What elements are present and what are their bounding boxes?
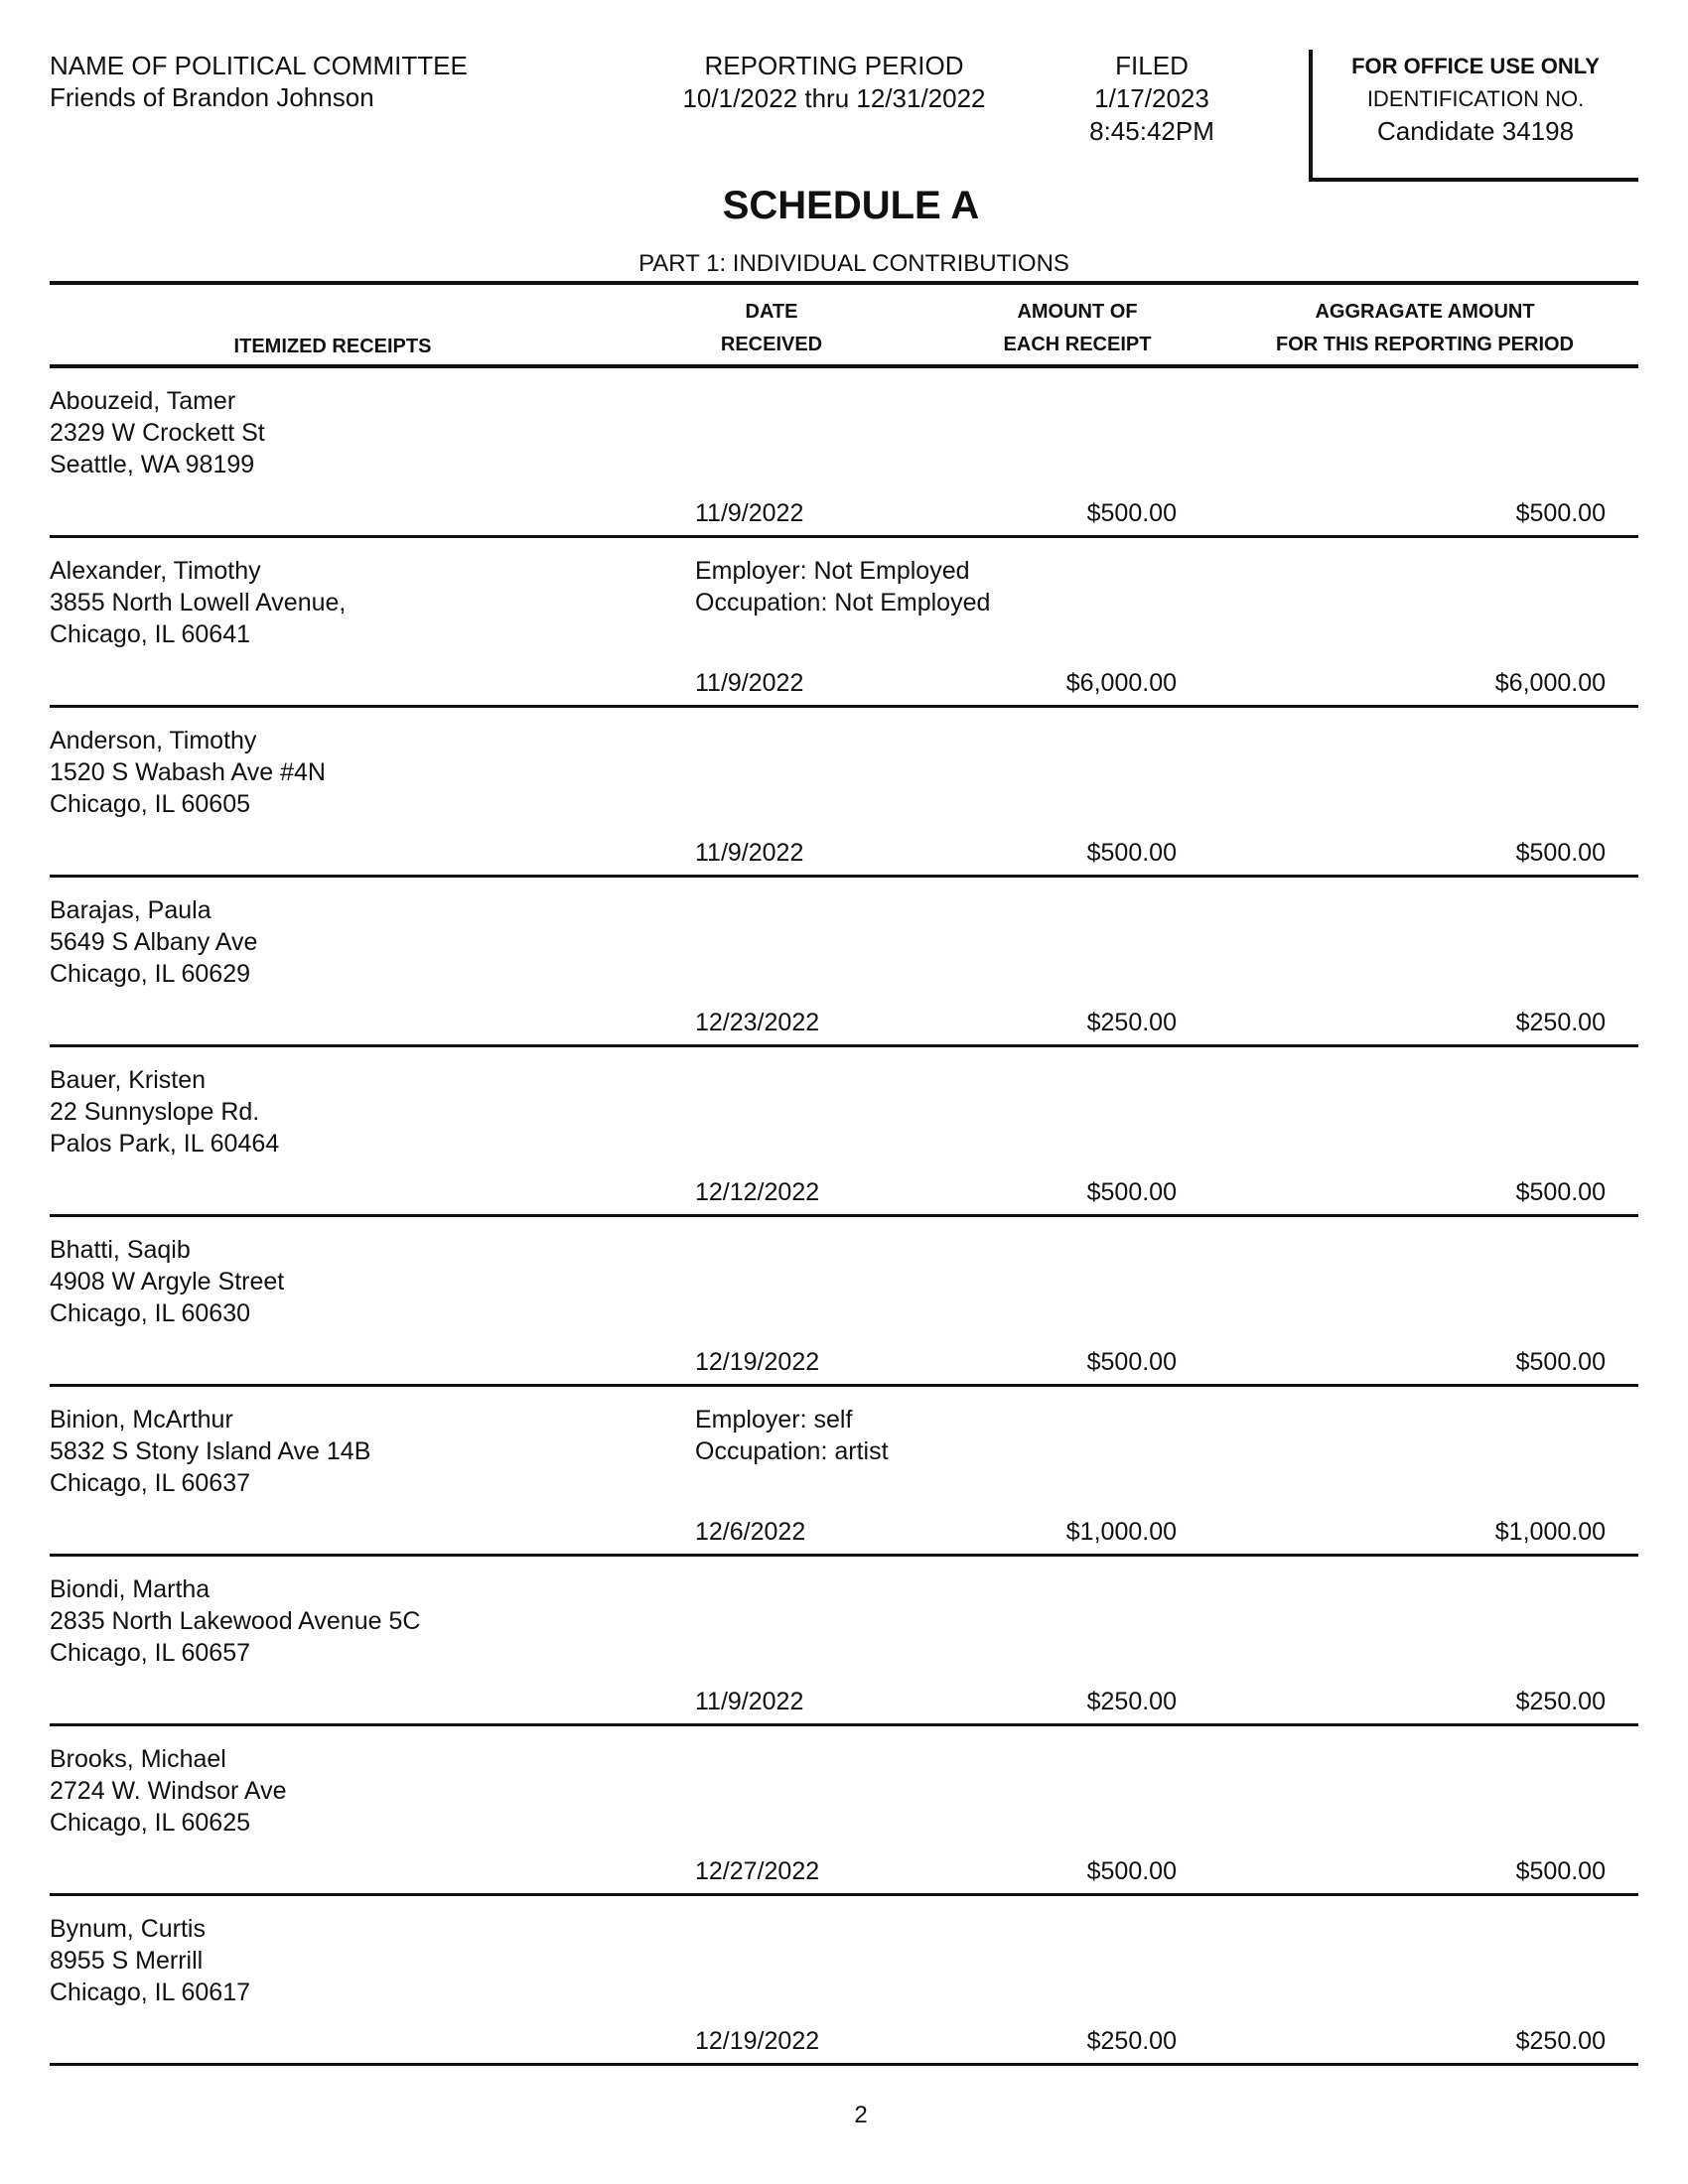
- date-received: 12/12/2022: [695, 1178, 820, 1206]
- table-row: [0, 878, 1688, 1047]
- contributor-city: Chicago, IL 60605: [50, 790, 251, 818]
- filed-time: 8:45:42PM: [1089, 116, 1214, 146]
- contributor-occupation: Occupation: Not Employed: [695, 589, 991, 616]
- contributor-address: 3855 North Lowell Avenue,: [50, 589, 347, 616]
- aggregate-amount: $500.00: [1515, 1178, 1606, 1206]
- contributor-employer: Employer: Not Employed: [695, 557, 970, 585]
- column-date-line2: RECEIVED: [720, 334, 823, 355]
- receipt-amount: $500.00: [1086, 499, 1177, 527]
- contributor-name: Abouzeid, Tamer: [50, 387, 236, 415]
- contributor-city: Chicago, IL 60625: [50, 1809, 251, 1837]
- contributor-city: Chicago, IL 60657: [50, 1639, 251, 1667]
- office-use-box: [1309, 50, 1638, 182]
- column-aggregate-line1: AGGRAGATE AMOUNT: [1315, 301, 1535, 323]
- date-received: 11/9/2022: [695, 839, 804, 867]
- aggregate-amount: $500.00: [1515, 1348, 1606, 1376]
- contributor-address: 2724 W. Windsor Ave: [50, 1777, 287, 1805]
- table-row: [0, 1896, 1688, 2066]
- receipt-amount: $500.00: [1086, 1857, 1177, 1885]
- contributor-address: 22 Sunnyslope Rd.: [50, 1098, 260, 1126]
- column-itemized-receipts: ITEMIZED RECEIPTS: [233, 336, 432, 357]
- receipt-amount: $250.00: [1086, 2027, 1177, 2055]
- contributor-address: 2329 W Crockett St: [50, 419, 265, 447]
- contributor-address: 5649 S Albany Ave: [50, 928, 258, 956]
- aggregate-amount: $250.00: [1515, 2027, 1606, 2055]
- committee-name: Friends of Brandon Johnson: [50, 82, 374, 112]
- identification-label: IDENTIFICATION NO.: [1366, 86, 1585, 111]
- office-use-label: FOR OFFICE USE ONLY: [1351, 54, 1600, 78]
- contributor-city: Chicago, IL 60641: [50, 620, 251, 648]
- column-aggregate-line2: FOR THIS REPORTING PERIOD: [1275, 334, 1575, 355]
- date-received: 12/27/2022: [695, 1857, 820, 1885]
- date-received: 11/9/2022: [695, 669, 804, 697]
- date-received: 11/9/2022: [695, 1688, 804, 1715]
- aggregate-amount: $500.00: [1515, 1857, 1606, 1885]
- receipt-amount: $500.00: [1086, 1348, 1177, 1376]
- aggregate-amount: $500.00: [1515, 499, 1606, 527]
- table-row: [0, 538, 1688, 708]
- contributor-employer: Employer: self: [695, 1406, 853, 1433]
- table-row: [0, 368, 1688, 538]
- receipt-amount: $250.00: [1086, 1688, 1177, 1715]
- period-label: REPORTING PERIOD: [704, 51, 964, 80]
- contributor-city: Chicago, IL 60630: [50, 1299, 251, 1327]
- receipt-amount: $500.00: [1086, 1178, 1177, 1206]
- contributor-name: Bhatti, Saqib: [50, 1236, 191, 1264]
- receipt-amount: $1,000.00: [1065, 1518, 1177, 1546]
- page-title: SCHEDULE A: [722, 184, 980, 227]
- period-value: 10/1/2022 thru 12/31/2022: [682, 83, 986, 113]
- column-amount-line2: EACH RECEIPT: [1003, 334, 1152, 355]
- contributor-city: Seattle, WA 98199: [50, 451, 255, 478]
- aggregate-amount: $500.00: [1515, 839, 1606, 867]
- receipt-amount: $250.00: [1086, 1009, 1177, 1036]
- contributor-occupation: Occupation: artist: [695, 1437, 889, 1465]
- committee-label: NAME OF POLITICAL COMMITTEE: [50, 51, 468, 80]
- contributor-name: Biondi, Martha: [50, 1575, 211, 1603]
- date-received: 12/23/2022: [695, 1009, 820, 1036]
- page-number: 2: [854, 2102, 868, 2128]
- aggregate-amount: $1,000.00: [1494, 1518, 1606, 1546]
- contributor-city: Palos Park, IL 60464: [50, 1130, 280, 1158]
- contributor-city: Chicago, IL 60617: [50, 1979, 251, 2006]
- contributor-name: Brooks, Michael: [50, 1745, 226, 1773]
- aggregate-amount: $250.00: [1515, 1688, 1606, 1715]
- contributor-address: 5832 S Stony Island Ave 14B: [50, 1437, 371, 1465]
- page-subtitle: PART 1: INDIVIDUAL CONTRIBUTIONS: [638, 250, 1069, 277]
- contributor-city: Chicago, IL 60629: [50, 960, 251, 988]
- table-row: [0, 1047, 1688, 1217]
- contributor-address: 2835 North Lakewood Avenue 5C: [50, 1607, 421, 1635]
- table-row: [0, 1726, 1688, 1896]
- contributor-name: Binion, McArthur: [50, 1406, 233, 1433]
- contributor-name: Alexander, Timothy: [50, 557, 261, 585]
- contributor-address: 4908 W Argyle Street: [50, 1268, 285, 1296]
- table-row: [0, 1217, 1688, 1387]
- aggregate-amount: $250.00: [1515, 1009, 1606, 1036]
- column-amount-line1: AMOUNT OF: [1017, 301, 1138, 323]
- date-received: 12/6/2022: [695, 1518, 806, 1546]
- date-received: 11/9/2022: [695, 499, 804, 527]
- column-date-line1: DATE: [745, 301, 798, 323]
- contributor-name: Bynum, Curtis: [50, 1915, 206, 1943]
- receipt-amount: $500.00: [1086, 839, 1177, 867]
- contributor-address: 1520 S Wabash Ave #4N: [50, 758, 326, 786]
- filed-label: FILED: [1115, 51, 1189, 80]
- contributor-name: Bauer, Kristen: [50, 1066, 207, 1094]
- table-row: [0, 708, 1688, 878]
- header-top-rule: [50, 281, 1638, 285]
- aggregate-amount: $6,000.00: [1494, 669, 1606, 697]
- contributor-city: Chicago, IL 60637: [50, 1469, 251, 1497]
- contributor-address: 8955 S Merrill: [50, 1947, 204, 1975]
- table-row: [0, 1557, 1688, 1726]
- table-row: [0, 1387, 1688, 1557]
- date-received: 12/19/2022: [695, 2027, 820, 2055]
- identification-value: Candidate 34198: [1376, 116, 1575, 146]
- date-received: 12/19/2022: [695, 1348, 820, 1376]
- row-divider: [50, 2063, 1638, 2066]
- receipt-amount: $6,000.00: [1065, 669, 1177, 697]
- filed-date: 1/17/2023: [1094, 83, 1209, 113]
- contributor-name: Barajas, Paula: [50, 896, 211, 924]
- contributor-name: Anderson, Timothy: [50, 727, 257, 754]
